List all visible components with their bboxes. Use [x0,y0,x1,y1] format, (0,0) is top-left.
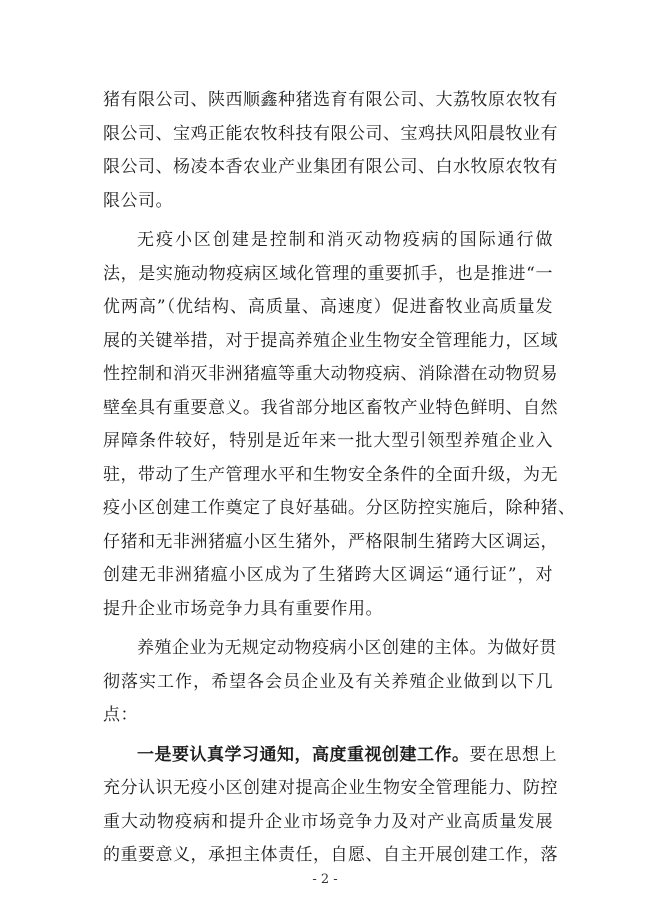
text-line: 创建无非洲猪瘟小区成为了生猪跨大区调运“通行证”，对 [103,565,553,585]
text-line: 点： [103,705,138,725]
paragraph-enterprise-role [103,632,557,733]
point-one-text: 要在思想上 [469,744,557,765]
text-line: 养殖企业为无规定动物疫病小区创建的主体。为做好贯 [137,638,557,658]
document-body [103,84,576,873]
text-line: 的重要意义，承担主体责任，自愿、自主开展创建工作，落 [103,845,558,865]
text-line: 疫小区创建工作奠定了良好基础。分区防控实施后，除种猪、 [103,498,576,518]
text-line: 壁垒具有重要意义。我省部分地区畜牧产业特色鲜明、自然 [103,397,558,418]
text-line: 限公司。 [103,190,173,211]
text-line: 猪有限公司、陕西顺鑫种猪选育有限公司、大荔牧原农牧有 [103,90,558,110]
text-line: 限公司、杨凌本香农业产业集团有限公司、白水牧原农牧有 [103,157,558,177]
text-line: 彻落实工作，希望各会员企业及有关养殖企业做到以下几 [103,671,553,692]
page-number: - 2 - [312,872,338,887]
point-one-heading: 一是要认真学习通知，高度重视创建工作。 [137,744,470,765]
paragraph-importance [103,224,576,626]
text-line: 重大动物疫病和提升企业市场竞争力及对产业高质量发展 [103,811,553,832]
text-line: 屏障条件较好，特别是近年来一批大型引领型养殖企业入 [103,431,553,451]
text-line [103,739,557,773]
text-line: 无疫小区创建是控制和消灭动物疫病的国际通行做 [137,230,553,250]
text-line: 仔猪和无非洲猪瘟小区生猪外，严格限制生猪跨大区调运， [103,531,558,552]
text-line: 提升企业市场竞争力具有重要作用。 [103,598,383,619]
text-line: 优两高”（优结构、高质量、高速度）促进畜牧业高质量发 [103,297,553,317]
text-line: 性控制和消灭非洲猪瘟等重大动物疫病、消除潜在动物贸易 [103,364,558,384]
text-line: 驻，带动了生产管理水平和生物安全条件的全面升级，为无 [103,464,558,485]
paragraph-point-one [103,739,558,873]
text-line: 展的关键举措，对于提高养殖企业生物安全管理能力，区域 [103,330,558,351]
text-line: 法，是实施动物疫病区域化管理的重要抓手，也是推进“一 [103,263,553,284]
paragraph-company-list [103,84,558,218]
text-line: 限公司、宝鸡正能农牧科技有限公司、宝鸡扶风阳晨牧业有 [103,123,558,144]
text-line: 充分认识无疫小区创建对提高企业生物安全管理能力、防控 [103,778,558,798]
